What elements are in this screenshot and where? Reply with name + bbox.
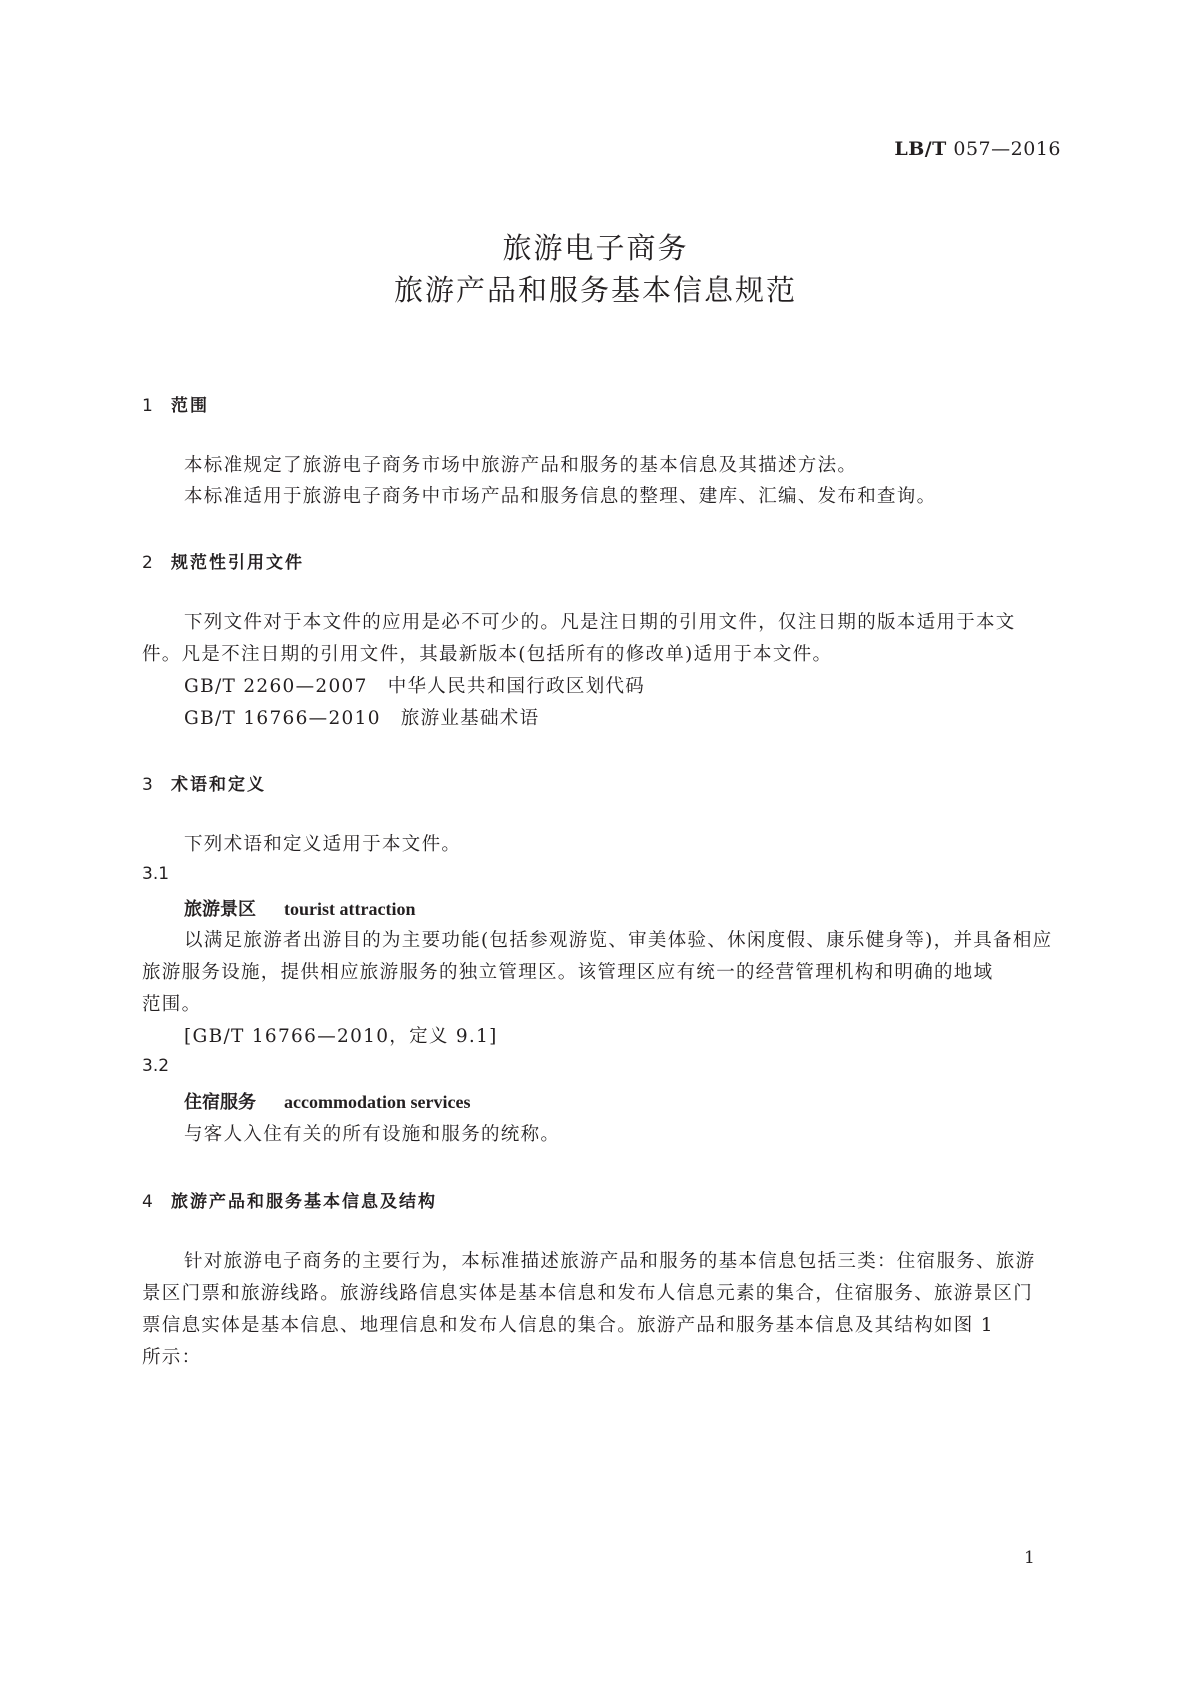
document-title-line2: 旅游产品和服务基本信息规范 (393, 273, 797, 307)
reference-code: GB/T 16766—2010 (184, 708, 381, 729)
section-number: 1 (142, 396, 155, 416)
page-number: 1 (1024, 1548, 1035, 1568)
document-title-line1: 旅游电子商务 (502, 231, 689, 265)
section-title: 范围 (171, 396, 209, 416)
reference-title: 中华人民共和国行政区划代码 (387, 676, 646, 697)
standard-code-prefix: LB/T (894, 138, 947, 160)
section-heading-1 (142, 391, 209, 416)
normative-reference-1 (184, 672, 645, 698)
section-title: 规范性引用文件 (171, 553, 304, 573)
term-zh: 住宿服务 (184, 1092, 256, 1113)
definition-line: 范围。 (142, 994, 202, 1015)
standard-code (894, 138, 1061, 160)
reference-code: GB/T 2260—2007 (184, 676, 368, 697)
term-3-2 (184, 1088, 470, 1114)
section-title: 术语和定义 (171, 775, 266, 795)
standard-code-number: 057—2016 (953, 138, 1061, 160)
paragraph: 本标准适用于旅游电子商务中市场产品和服务信息的整理、建库、汇编、发布和查询。 (184, 486, 937, 507)
paragraph: 本标准规定了旅游电子商务市场中旅游产品和服务的基本信息及其描述方法。 (184, 455, 858, 476)
definition-line: 旅游服务设施，提供相应旅游服务的独立管理区。该管理区应有统一的经营管理机构和明确的地域 (142, 962, 994, 983)
section-heading-3 (142, 770, 266, 795)
section-heading-2 (142, 548, 304, 573)
section-heading-4 (142, 1187, 437, 1212)
term-en: tourist attraction (284, 899, 416, 919)
paragraph-line: 针对旅游电子商务的主要行为，本标准描述旅游产品和服务的基本信息包括三类：住宿服务、旅游 (184, 1251, 1036, 1272)
normative-reference-2 (184, 704, 539, 730)
section-number: 2 (142, 553, 155, 573)
section-title: 旅游产品和服务基本信息及结构 (171, 1192, 437, 1212)
paragraph-line: 下列文件对于本文件的应用是必不可少的。凡是注日期的引用文件，仅注日期的版本适用于本文 (184, 612, 1016, 633)
definition-line: 以满足旅游者出游目的为主要功能(包括参观游览、审美体验、休闲度假、康乐健身等)，并具备相应 (184, 930, 1053, 951)
reference-title: 旅游业基础术语 (400, 708, 540, 729)
term-3-1 (184, 895, 415, 921)
definition: 与客人入住有关的所有设施和服务的统称。 (184, 1124, 561, 1145)
definition-source: [GB/T 16766—2010，定义 9.1] (184, 1026, 498, 1047)
section-number: 4 (142, 1192, 155, 1212)
term-zh: 旅游景区 (184, 899, 256, 920)
term-number-3-1: 3.1 (142, 864, 170, 884)
paragraph-line: 票信息实体是基本信息、地理信息和发布人信息的集合。旅游产品和服务基本信息及其结构如图 1 (142, 1315, 994, 1336)
paragraph: 下列术语和定义适用于本文件。 (184, 834, 462, 855)
paragraph-line: 所示： (142, 1347, 202, 1368)
term-en: accommodation services (284, 1092, 471, 1112)
paragraph-line: 景区门票和旅游线路。旅游线路信息实体是基本信息和发布人信息元素的集合，住宿服务、旅游景区门 (142, 1283, 1034, 1304)
section-number: 3 (142, 775, 155, 795)
paragraph-line: 件。凡是不注日期的引用文件，其最新版本(包括所有的修改单)适用于本文件。 (142, 644, 833, 665)
term-number-3-2: 3.2 (142, 1056, 170, 1076)
